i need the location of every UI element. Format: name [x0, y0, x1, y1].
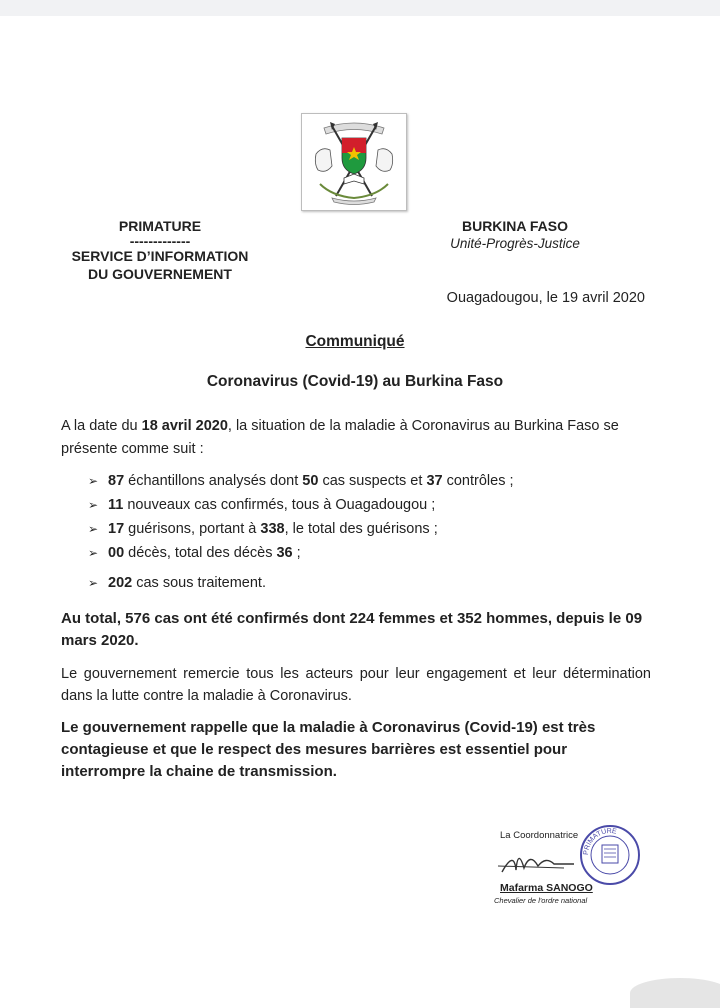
item-text: nouveaux cas confirmés, tous à Ouagadougou ;	[123, 497, 436, 513]
list-item	[88, 542, 514, 566]
issuer-line3: DU GOUVERNEMENT	[88, 266, 232, 282]
list-item	[88, 572, 514, 596]
top-bar	[0, 0, 720, 16]
figure: 17	[108, 521, 125, 537]
arrow-bullet-icon: ➢	[88, 546, 99, 560]
handwritten-signature	[494, 842, 584, 882]
place-date: Ouagadougou, le 19 avril 2020	[446, 290, 645, 306]
intro-text-a: A la date du	[61, 418, 142, 434]
arrow-bullet-icon: ➢	[88, 576, 99, 590]
item-text: ;	[292, 545, 301, 561]
country-motto: Unité-Progrès-Justice	[450, 236, 580, 251]
issuer-line1: PRIMATURE	[118, 218, 202, 234]
item-text: contrôles ;	[442, 473, 514, 489]
list-item	[88, 470, 514, 494]
country-block	[430, 217, 600, 253]
issuer-block	[60, 217, 260, 283]
official-stamp	[578, 823, 642, 887]
svg-text:PRIMATURE	[583, 828, 618, 855]
item-text: guérisons, portant à	[124, 521, 261, 537]
signatory-role: La Coordonnatrice	[500, 830, 579, 841]
country-name: BURKINA FASO	[461, 218, 569, 234]
figure: 202	[108, 575, 133, 591]
item-text: cas sous traitement.	[132, 575, 266, 591]
document-title: Communiqué	[305, 333, 405, 350]
figure: 36	[276, 545, 293, 561]
item-text: échantillons analysés dont	[124, 473, 303, 489]
document-subtitle: Coronavirus (Covid-19) au Burkina Faso	[206, 373, 504, 390]
figure: 338	[260, 521, 285, 537]
intro-date: 18 avril 2020	[141, 418, 228, 434]
arrow-bullet-icon: ➢	[88, 498, 99, 512]
coat-of-arms-emblem	[301, 113, 407, 211]
arrow-bullet-icon: ➢	[88, 522, 99, 536]
stats-list	[88, 470, 514, 596]
item-text: cas suspects et	[318, 473, 427, 489]
issuer-separator: -------------	[129, 233, 191, 249]
arrow-bullet-icon: ➢	[88, 474, 99, 488]
warning-paragraph: Le gouvernement rappelle que la maladie à Coronavirus (Covid-19) est très contagieuse et que le respect des mesures barrières est essentiel pour interrompre la chaine de transmission.	[61, 719, 596, 780]
total-statement: Au total, 576 cas ont été confirmés dont 224 femmes et 352 hommes, depuis le 09 mars 2020.	[61, 610, 643, 649]
figure: 37	[426, 473, 443, 489]
intro-text-b: , la situation de la maladie à Coronavirus au Burkina Faso se présente comme suit :	[61, 418, 619, 457]
signatory-distinction: Chevalier de l'ordre national	[494, 896, 588, 905]
figure: 11	[108, 497, 124, 513]
signatory-name: Mafarma SANOGO	[500, 882, 593, 894]
thanks-paragraph: Le gouvernement remercie tous les acteurs pour leur engagement et leur détermination dans la lutte contre la maladie à Coronavirus.	[61, 666, 651, 704]
page-corner-shadow	[630, 978, 720, 1008]
stamp-text: PRIMATURE	[582, 827, 618, 856]
figure: 87	[108, 473, 125, 489]
signature-block	[480, 820, 650, 920]
item-text: , le total des guérisons ;	[284, 521, 438, 537]
item-text: décès, total des décès	[124, 545, 277, 561]
figure: 00	[108, 545, 125, 561]
list-item	[88, 518, 514, 542]
list-item	[88, 494, 514, 518]
figure: 50	[302, 473, 319, 489]
intro-paragraph	[61, 415, 649, 461]
issuer-line2: SERVICE D’INFORMATION	[71, 248, 249, 264]
